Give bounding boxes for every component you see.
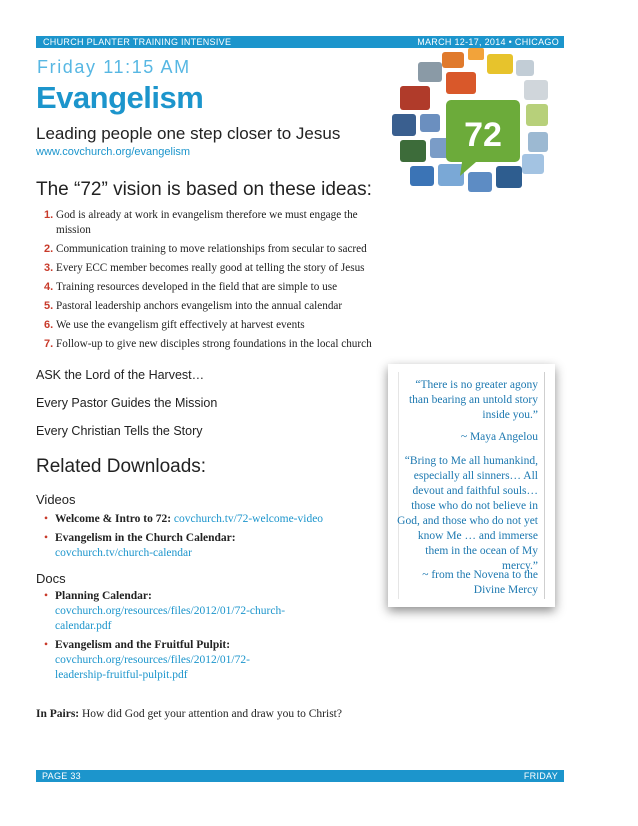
quote-box-inner [398, 372, 545, 599]
bubble-icon [516, 60, 534, 76]
bubble-icon [522, 154, 544, 174]
quote-text: “Bring to Me all humankind, especially all sinners… All devout and faithful souls… those who do not believe in God, and those who do not yet know Me … and immerse them in the ocean of My mercy.” [397, 455, 538, 572]
quote-box [388, 364, 555, 607]
bubble-icon [420, 114, 440, 132]
bubble-icon [524, 80, 548, 100]
page-subtitle: Leading people one step closer to Jesus [36, 124, 341, 143]
item-number: 2. [44, 242, 54, 255]
vision-heading: The “72” vision is based on these ideas: [36, 179, 372, 200]
list-item [36, 208, 416, 237]
bubble-icon [496, 166, 522, 188]
list-item [36, 280, 416, 295]
event-dates: MARCH 12-17, 2014 • CHICAGO [417, 37, 559, 47]
evangelism-link[interactable]: www.covchurch.org/evangelism [36, 146, 191, 158]
item-number: 6. [44, 318, 54, 331]
quote-author: ~ Maya Angelou [460, 431, 538, 443]
bullet-icon: • [44, 513, 49, 525]
ask-line: Every Christian Tells the Story [36, 424, 203, 438]
item-text: Follow-up to give new disciples strong foundations in the local church [56, 338, 372, 351]
download-link[interactable]: covchurch.org/resources/files/2012/01/72-church-calendar.pdf [55, 605, 286, 632]
item-text: Training resources developed in the field that are simple to use [56, 280, 338, 293]
bullet-icon: • [44, 590, 49, 602]
item-text: Communication training to move relationships from secular to sacred [56, 242, 367, 255]
pairs-label: In Pairs: [36, 708, 80, 720]
bubble-icon [487, 54, 513, 74]
item-text: Pastoral leadership anchors evangelism into the annual calendar [56, 299, 343, 312]
list-item [44, 512, 364, 527]
page-number: PAGE 33 [42, 771, 81, 781]
list-item [36, 337, 416, 352]
speech-bubbles-72-logo [390, 48, 552, 198]
list-item [36, 242, 416, 257]
bullet-icon: • [44, 532, 49, 544]
download-label: Welcome & Intro to 72: [55, 513, 172, 525]
download-label: Evangelism in the Church Calendar: [55, 532, 236, 544]
docs-label: Docs [36, 571, 66, 586]
bubble-icon [410, 166, 434, 186]
item-text: God is already at work in evangelism therefore we must engage the mission [56, 209, 358, 236]
list-item [36, 299, 416, 314]
badge-number: 72 [464, 116, 502, 154]
list-item [44, 589, 334, 634]
event-name: CHURCH PLANTER TRAINING INTENSIVE [43, 37, 232, 47]
quote-author: ~ from the Novena to the Divine Mercy [422, 569, 538, 596]
bubble-icon [400, 86, 430, 110]
download-link[interactable]: covchurch.org/resources/files/2012/01/72-leadership-fruitful-pulpit.pdf [55, 654, 250, 681]
list-item [36, 261, 416, 276]
session-time: Friday 11:15 AM [37, 57, 191, 77]
download-label: Evangelism and the Fruitful Pulpit: [55, 639, 231, 651]
bubble-icon [442, 52, 464, 68]
bubble-icon [418, 62, 442, 82]
footer-bar [36, 770, 564, 782]
ask-line: ASK the Lord of the Harvest… [36, 368, 205, 382]
bubble-icon [528, 132, 548, 152]
item-number: 4. [44, 280, 54, 293]
download-link[interactable]: covchurch.tv/72-welcome-video [173, 513, 324, 525]
bubble-icon [526, 104, 548, 126]
vision-list [36, 208, 416, 356]
item-number: 5. [44, 299, 54, 312]
item-number: 3. [44, 261, 54, 274]
pairs-prompt [36, 708, 342, 720]
item-text: Every ECC member becomes really good at telling the story of Jesus [56, 261, 365, 274]
bullet-icon: • [44, 639, 49, 651]
item-number: 7. [44, 338, 54, 351]
footer-day: FRIDAY [523, 771, 558, 781]
list-item [36, 318, 416, 333]
bubble-icon [468, 48, 484, 60]
list-item [44, 638, 334, 683]
videos-label: Videos [36, 492, 76, 507]
bubble-icon [446, 72, 476, 94]
download-label: Planning Calendar: [55, 590, 152, 602]
ask-line: Every Pastor Guides the Mission [36, 396, 218, 410]
item-number: 1. [44, 209, 54, 221]
page-title: Evangelism [36, 80, 204, 115]
list-item [44, 531, 364, 561]
bubble-icon [400, 140, 426, 162]
bubble-icon [392, 114, 416, 136]
videos-list [44, 512, 364, 565]
bubble-icon [438, 164, 464, 186]
downloads-heading: Related Downloads: [36, 456, 207, 477]
download-link[interactable]: covchurch.tv/church-calendar [55, 547, 192, 559]
header-bar [36, 36, 564, 48]
pairs-question: How did God get your attention and draw you to Christ? [82, 708, 342, 720]
quote-text: “There is no greater agony than bearing an untold story inside you.” [408, 379, 538, 421]
bubble-icon [468, 172, 492, 192]
docs-list [44, 589, 334, 687]
item-text: We use the evangelism gift effectively at harvest events [56, 318, 305, 331]
